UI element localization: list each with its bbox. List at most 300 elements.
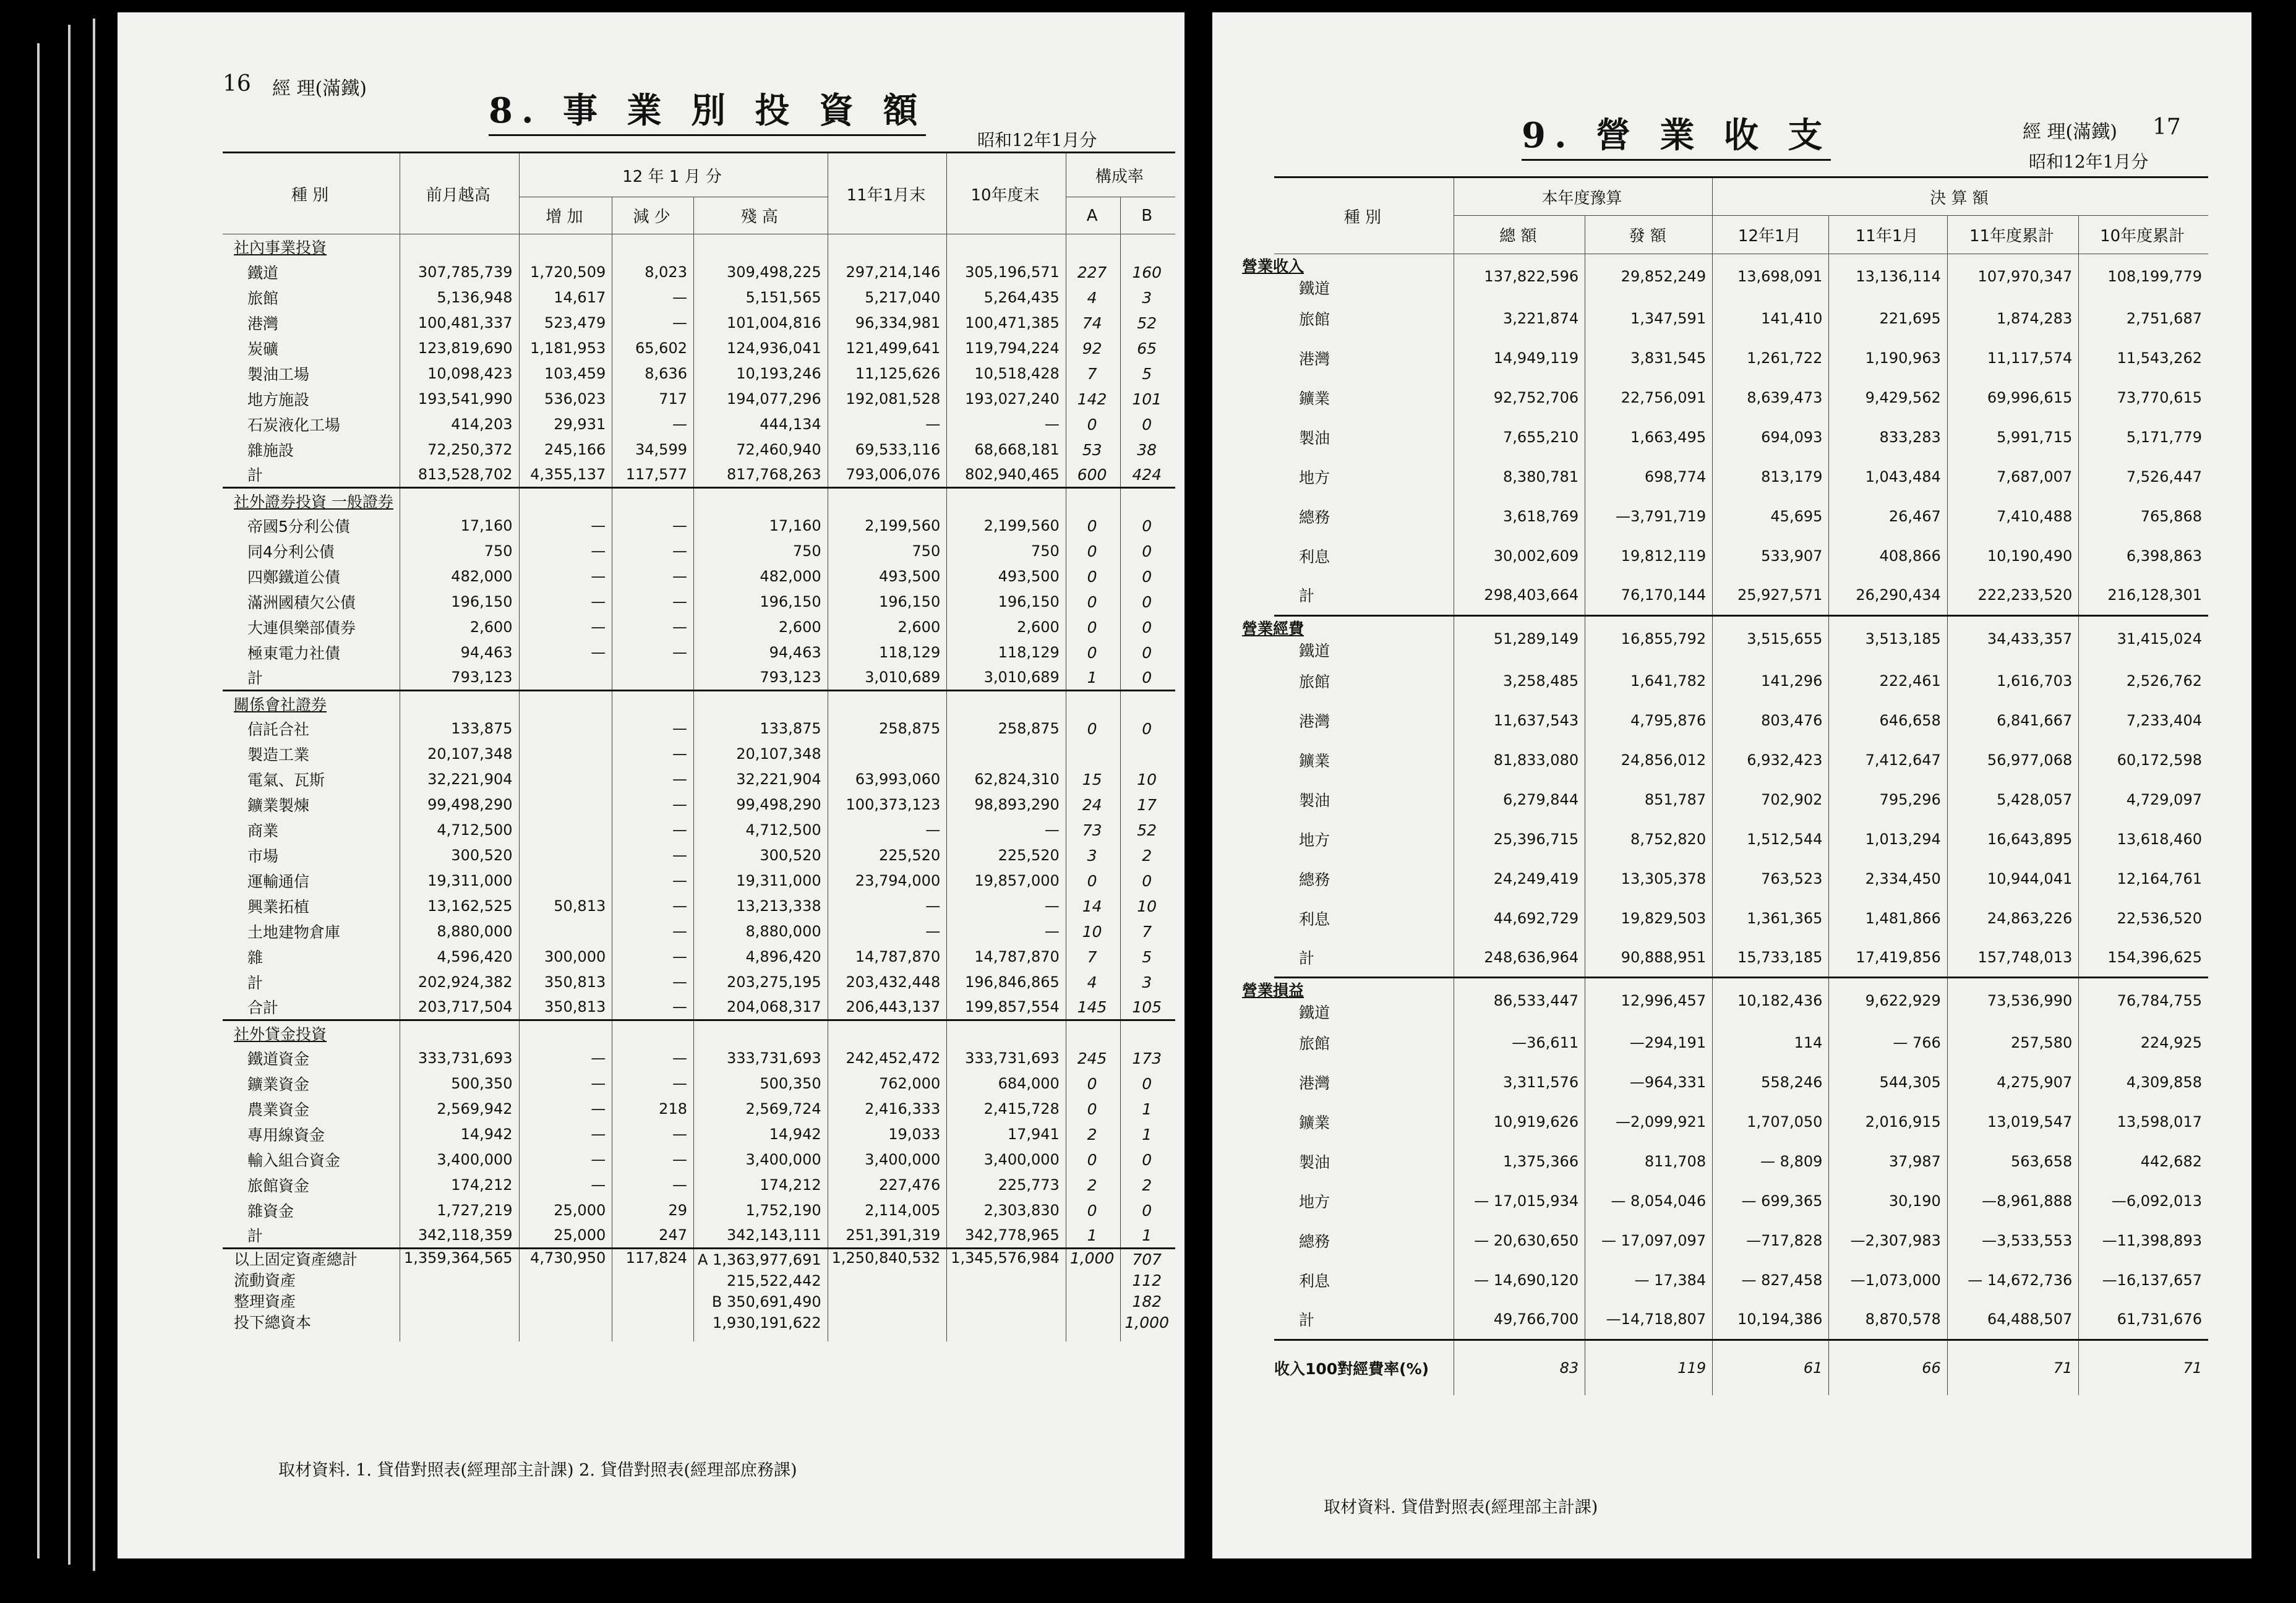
row-label-text: 鑛業 bbox=[1299, 1114, 1330, 1132]
value-cell: 482,000 bbox=[400, 564, 519, 589]
value-cell: 300,000 bbox=[519, 944, 612, 970]
value-cell: 8,636 bbox=[612, 361, 694, 387]
row-label bbox=[1274, 938, 1454, 978]
value-cell: 45,695 bbox=[1713, 497, 1829, 536]
ratio-a: 2 bbox=[1066, 1122, 1121, 1147]
row-label: 計 bbox=[247, 669, 263, 688]
value-cell: —294,191 bbox=[1585, 1023, 1713, 1062]
value-cell: —3,791,719 bbox=[1585, 497, 1713, 536]
ratio-a: 73 bbox=[1066, 818, 1121, 843]
value-cell: 2,199,560 bbox=[947, 513, 1066, 539]
row-label: 電氣、瓦斯 bbox=[247, 771, 325, 789]
table-row bbox=[1274, 576, 2208, 615]
value-cell: 1,616,703 bbox=[1947, 661, 2078, 701]
value-cell: 13,698,091 bbox=[1713, 254, 1829, 299]
ratio-a: 2 bbox=[1066, 1173, 1121, 1198]
value-cell: 8,023 bbox=[612, 260, 694, 285]
table-row bbox=[1274, 1260, 2208, 1300]
ratio-a: 4 bbox=[1066, 285, 1121, 310]
table-row bbox=[1274, 661, 2208, 701]
col-y10: 10年度末 bbox=[947, 153, 1066, 234]
ratio-b: 2 bbox=[1121, 1173, 1175, 1198]
table-row bbox=[223, 818, 1175, 843]
value-cell: 414,203 bbox=[400, 412, 519, 437]
value-cell: 14,942 bbox=[400, 1122, 519, 1147]
value-cell: 60,172,598 bbox=[2079, 740, 2208, 780]
value-cell: 218 bbox=[612, 1096, 694, 1122]
ratio-a: 3 bbox=[1066, 843, 1121, 868]
table-row bbox=[1274, 497, 2208, 536]
value-cell: 14,787,870 bbox=[947, 944, 1066, 970]
row-label bbox=[1274, 1102, 1454, 1142]
value-cell: 297,214,146 bbox=[828, 260, 947, 285]
value-cell: 192,081,528 bbox=[828, 387, 947, 412]
value-cell: 523,479 bbox=[519, 310, 612, 336]
empty-cell bbox=[693, 488, 828, 513]
value-cell: 5,264,435 bbox=[947, 285, 1066, 310]
value-cell: 94,463 bbox=[693, 640, 828, 665]
empty-cell bbox=[400, 1020, 519, 1046]
value-cell: — bbox=[612, 995, 694, 1020]
row-label: 鑛業資金 bbox=[247, 1075, 310, 1093]
value-cell: 4,275,907 bbox=[1947, 1062, 2078, 1102]
row-label-text: 旅館 bbox=[1299, 1035, 1330, 1053]
value-cell: 493,500 bbox=[947, 564, 1066, 589]
value-cell: 100,373,123 bbox=[828, 792, 947, 818]
value-cell: 5,428,057 bbox=[1947, 780, 2078, 819]
empty-cell bbox=[947, 691, 1066, 716]
value-cell: 19,311,000 bbox=[693, 868, 828, 894]
col-b: B bbox=[1121, 197, 1175, 234]
value-cell: 3,221,874 bbox=[1454, 299, 1585, 338]
value-cell: 717 bbox=[612, 387, 694, 412]
ratio-b: 0 bbox=[1121, 1147, 1175, 1173]
value-cell bbox=[519, 818, 612, 843]
value-cell: — bbox=[612, 919, 694, 944]
ratio-b: 424 bbox=[1121, 463, 1175, 488]
value-cell: — bbox=[612, 412, 694, 437]
row-label bbox=[1274, 1062, 1454, 1102]
value-cell: 1,375,366 bbox=[1454, 1142, 1585, 1181]
empty-cell bbox=[1121, 488, 1175, 513]
row-label bbox=[1274, 740, 1454, 780]
row-label-text: 製油 bbox=[1299, 791, 1330, 810]
value-cell: 19,311,000 bbox=[400, 868, 519, 894]
ratio-b: 0 bbox=[1121, 564, 1175, 589]
row-label: 四鄭鐵道公債 bbox=[247, 568, 341, 586]
value-cell: —2,307,983 bbox=[1829, 1221, 1947, 1260]
table-row bbox=[223, 843, 1175, 868]
section-title: 社外證券投資 一般證券 bbox=[234, 492, 393, 511]
value-cell: 245,166 bbox=[519, 437, 612, 463]
row-label bbox=[1274, 457, 1454, 497]
value-cell: 118,129 bbox=[947, 640, 1066, 665]
value-cell: 3,831,545 bbox=[1585, 338, 1713, 378]
value-cell: 3,010,689 bbox=[947, 665, 1066, 691]
value-cell bbox=[519, 868, 612, 894]
value-cell: 536,023 bbox=[519, 387, 612, 412]
value-cell: 81,833,080 bbox=[1454, 740, 1585, 780]
ratio-b bbox=[1121, 1249, 1175, 1341]
value-cell: 174,212 bbox=[400, 1173, 519, 1198]
value-cell: — bbox=[519, 1046, 612, 1071]
table-row bbox=[223, 1071, 1175, 1096]
value-cell: — bbox=[612, 539, 694, 564]
value-cell: 10,190,490 bbox=[1947, 536, 2078, 576]
value-cell: — bbox=[612, 742, 694, 767]
col-m12: 12年1月 bbox=[1713, 216, 1829, 254]
ratio-b: 0 bbox=[1121, 1198, 1175, 1223]
value-cell: 225,520 bbox=[828, 843, 947, 868]
value-cell: 15,733,185 bbox=[1713, 938, 1829, 978]
value-cell: 19,857,000 bbox=[947, 868, 1066, 894]
value-cell: 26,467 bbox=[1829, 497, 1947, 536]
value-cell: 100,471,385 bbox=[947, 310, 1066, 336]
row-label: 專用線資金 bbox=[247, 1126, 325, 1144]
value-cell: — bbox=[947, 919, 1066, 944]
ratio-b: 3 bbox=[1121, 970, 1175, 995]
value-cell: 222,233,520 bbox=[1947, 576, 2078, 615]
empty-cell bbox=[400, 691, 519, 716]
ratio-value: 71 bbox=[2079, 1340, 2208, 1395]
ratio-a: 0 bbox=[1066, 564, 1121, 589]
row-label: 運輸通信 bbox=[247, 873, 310, 891]
value-cell: 8,752,820 bbox=[1585, 819, 1713, 859]
empty-cell bbox=[1066, 1020, 1121, 1046]
ratio-a: 0 bbox=[1066, 868, 1121, 894]
value-cell: 98,893,290 bbox=[947, 792, 1066, 818]
value-cell: — bbox=[519, 1147, 612, 1173]
source-note: 取材資料. 貸借對照表(經理部主計課) bbox=[1324, 1498, 1598, 1517]
row-label-text: 旅館 bbox=[1299, 310, 1330, 328]
row-label: 計 bbox=[247, 466, 263, 485]
value-cell: 500,350 bbox=[693, 1071, 828, 1096]
value-cell: 1,013,294 bbox=[1829, 819, 1947, 859]
value-cell: 37,987 bbox=[1829, 1142, 1947, 1181]
value-cell: 73,770,615 bbox=[2079, 378, 2208, 417]
ratio-b: 5 bbox=[1121, 944, 1175, 970]
table-row bbox=[223, 564, 1175, 589]
value-cell: — 17,015,934 bbox=[1454, 1181, 1585, 1221]
row-label: 鐵道資金 bbox=[247, 1050, 310, 1068]
section-row bbox=[223, 234, 1175, 260]
empty-cell bbox=[1121, 234, 1175, 260]
value-cell: 119,794,224 bbox=[947, 336, 1066, 361]
ratio-b: 5 bbox=[1121, 361, 1175, 387]
row-label: 製油工場 bbox=[247, 365, 310, 383]
value-cell: 750 bbox=[828, 539, 947, 564]
value-cell: 1,190,963 bbox=[1829, 338, 1947, 378]
empty-cell bbox=[828, 1020, 947, 1046]
section-title: 社外貸金投資 bbox=[234, 1025, 327, 1043]
value-cell: 193,027,240 bbox=[947, 387, 1066, 412]
value-cell: 154,396,625 bbox=[2079, 938, 2208, 978]
value-cell: 493,500 bbox=[828, 564, 947, 589]
value-cell: 300,520 bbox=[400, 843, 519, 868]
page-edge bbox=[93, 19, 95, 1571]
page-number: 17 bbox=[2152, 114, 2181, 140]
value-cell: 258,875 bbox=[828, 716, 947, 742]
value-cell: 258,875 bbox=[947, 716, 1066, 742]
row-label bbox=[1274, 1260, 1454, 1300]
row-label bbox=[1274, 536, 1454, 576]
row-label bbox=[1274, 899, 1454, 938]
row-label bbox=[1274, 1181, 1454, 1221]
table-row bbox=[223, 615, 1175, 640]
col-ratio: 構成率 bbox=[1066, 153, 1175, 197]
row-label: 製造工業 bbox=[247, 746, 310, 764]
row-label: 雜 bbox=[247, 949, 263, 967]
value-cell: 811,708 bbox=[1585, 1142, 1713, 1181]
value-cell: 442,682 bbox=[2079, 1142, 2208, 1181]
value-cell: 68,668,181 bbox=[947, 437, 1066, 463]
row-label-text: 總務 bbox=[1299, 508, 1330, 526]
value-cell: 1,641,782 bbox=[1585, 661, 1713, 701]
row-label bbox=[1274, 1300, 1454, 1340]
row-label-text: 計 bbox=[1299, 587, 1315, 605]
value-cell: 196,150 bbox=[828, 589, 947, 615]
value-cell: 333,731,693 bbox=[947, 1046, 1066, 1071]
value-cell: 203,275,195 bbox=[693, 970, 828, 995]
col-prev: 前月越高 bbox=[400, 153, 519, 234]
value-cell: —1,073,000 bbox=[1829, 1260, 1947, 1300]
value-cell: 24,863,226 bbox=[1947, 899, 2078, 938]
value-cell: 29 bbox=[612, 1198, 694, 1223]
value-cell: —2,099,921 bbox=[1585, 1102, 1713, 1142]
ratio-b: 38 bbox=[1121, 437, 1175, 463]
col-bal: 殘 高 bbox=[693, 197, 828, 234]
value-cell: — bbox=[612, 1173, 694, 1198]
value-cell: 114 bbox=[1713, 1023, 1829, 1062]
value-cell: 25,000 bbox=[519, 1198, 612, 1223]
value-cell: —14,718,807 bbox=[1585, 1300, 1713, 1340]
value-cell: 2,569,942 bbox=[400, 1096, 519, 1122]
col-total: 總 額 bbox=[1454, 216, 1585, 254]
value-cell: 107,970,347 bbox=[1947, 254, 2078, 299]
ratio-b: 2 bbox=[1121, 843, 1175, 868]
value-cell: 793,123 bbox=[693, 665, 828, 691]
row-label-text: 港灣 bbox=[1299, 712, 1330, 730]
row-label bbox=[1242, 254, 1454, 299]
date-label: 昭和12年1月分 bbox=[2029, 152, 2149, 172]
value-cell: 4,309,858 bbox=[2079, 1062, 2208, 1102]
value-cell: 225,520 bbox=[947, 843, 1066, 868]
value-cell: 72,250,372 bbox=[400, 437, 519, 463]
value-cell: 4,355,137 bbox=[519, 463, 612, 488]
value-cell: 813,528,702 bbox=[400, 463, 519, 488]
value-cell: 2,526,762 bbox=[2079, 661, 2208, 701]
value-cell: 1,250,840,532 bbox=[828, 1249, 947, 1341]
value-cell bbox=[519, 767, 612, 792]
row-label: 滿洲國積欠公債 bbox=[247, 594, 356, 612]
value-cell: 1,345,576,984 bbox=[947, 1249, 1066, 1341]
value-cell: 5,151,565 bbox=[693, 285, 828, 310]
value-cell: 14,949,119 bbox=[1454, 338, 1585, 378]
value-cell: 2,600 bbox=[400, 615, 519, 640]
value-cell: 10,518,428 bbox=[947, 361, 1066, 387]
ratio-a: 14 bbox=[1066, 894, 1121, 919]
value-cell: — bbox=[612, 868, 694, 894]
value-cell: 698,774 bbox=[1585, 457, 1713, 497]
value-cell: 99,498,290 bbox=[693, 792, 828, 818]
value-cell: 5,991,715 bbox=[1947, 417, 2078, 457]
value-cell: 221,695 bbox=[1829, 299, 1947, 338]
value-cell: 203,717,504 bbox=[400, 995, 519, 1020]
table-row bbox=[1274, 299, 2208, 338]
ratio-b: 0 bbox=[1121, 665, 1175, 691]
value-cell: 2,751,687 bbox=[2079, 299, 2208, 338]
value-cell: 121,499,641 bbox=[828, 336, 947, 361]
value-cell: — bbox=[612, 843, 694, 868]
totals-label: 投下總資本 bbox=[234, 1314, 312, 1332]
row-label bbox=[1242, 978, 1454, 1024]
table-row bbox=[1274, 536, 2208, 576]
value-cell: — bbox=[519, 539, 612, 564]
value-cell: 1,663,495 bbox=[1585, 417, 1713, 457]
value-cell: — bbox=[519, 615, 612, 640]
value-cell: 13,598,017 bbox=[2079, 1102, 2208, 1142]
value-cell: — bbox=[947, 412, 1066, 437]
value-cell: 44,692,729 bbox=[1454, 899, 1585, 938]
value-cell: 803,476 bbox=[1713, 701, 1829, 740]
empty-cell bbox=[1066, 488, 1121, 513]
row-label: 雜施設 bbox=[247, 442, 294, 460]
value-cell: 765,868 bbox=[2079, 497, 2208, 536]
value-cell: 1,707,050 bbox=[1713, 1102, 1829, 1142]
value-cell: 247 bbox=[612, 1223, 694, 1249]
value-cell: 2,114,005 bbox=[828, 1198, 947, 1223]
value-cell: 23,794,000 bbox=[828, 868, 947, 894]
table-row bbox=[1274, 740, 2208, 780]
totals-row bbox=[223, 1249, 1175, 1341]
row-label-text: 鐵道 bbox=[1299, 280, 1330, 297]
row-label: 地方施設 bbox=[247, 391, 310, 409]
value-cell: — bbox=[519, 1096, 612, 1122]
table-row bbox=[1274, 978, 2208, 1024]
value-cell: 7,412,647 bbox=[1829, 740, 1947, 780]
table-row bbox=[223, 1147, 1175, 1173]
value-cell: 298,403,664 bbox=[1454, 576, 1585, 615]
row-label-text: 港灣 bbox=[1299, 1074, 1330, 1092]
value-cell: 694,093 bbox=[1713, 417, 1829, 457]
totals-labels bbox=[223, 1249, 400, 1341]
value-cell: 408,866 bbox=[1829, 536, 1947, 576]
ratio-a: 245 bbox=[1066, 1046, 1121, 1071]
section-title: 社內事業投資 bbox=[234, 239, 327, 257]
page-edge bbox=[68, 25, 71, 1565]
table-row bbox=[223, 665, 1175, 691]
row-label: 鐵道 bbox=[247, 264, 279, 282]
value-cell: 350,813 bbox=[519, 970, 612, 995]
row-label: 農業資金 bbox=[247, 1101, 310, 1119]
value-cell: 257,580 bbox=[1947, 1023, 2078, 1062]
value-cell: 7,655,210 bbox=[1454, 417, 1585, 457]
value-cell: 1,512,544 bbox=[1713, 819, 1829, 859]
value-cell: 73,536,990 bbox=[1947, 978, 2078, 1024]
empty-cell bbox=[828, 691, 947, 716]
value-cell: 4,712,500 bbox=[693, 818, 828, 843]
balance-value: 215,522,442 bbox=[726, 1272, 821, 1289]
value-cell: 196,846,865 bbox=[947, 970, 1066, 995]
value-cell: — bbox=[519, 1173, 612, 1198]
totals-label: 流動資產 bbox=[234, 1272, 296, 1289]
value-cell: 750 bbox=[693, 539, 828, 564]
section-title: 關係會社證券 bbox=[234, 695, 327, 714]
value-cell: 3,513,185 bbox=[1829, 615, 1947, 661]
table-row bbox=[223, 1223, 1175, 1249]
value-cell: 133,875 bbox=[693, 716, 828, 742]
value-cell: 8,870,578 bbox=[1829, 1300, 1947, 1340]
row-label: 計 bbox=[247, 1227, 263, 1246]
value-cell: 133,875 bbox=[400, 716, 519, 742]
value-cell: 563,658 bbox=[1947, 1142, 2078, 1181]
value-cell: — 14,690,120 bbox=[1454, 1260, 1585, 1300]
value-cell: 61,731,676 bbox=[2079, 1300, 2208, 1340]
value-cell: 69,996,615 bbox=[1947, 378, 2078, 417]
value-cell: 2,334,450 bbox=[1829, 859, 1947, 899]
ratio-value: 1,000 bbox=[1124, 1314, 1169, 1332]
value-cell: 174,212 bbox=[693, 1173, 828, 1198]
table-row bbox=[223, 970, 1175, 995]
value-cell: 10,919,626 bbox=[1454, 1102, 1585, 1142]
table-row bbox=[1274, 1023, 2208, 1062]
value-cell: 500,350 bbox=[400, 1071, 519, 1096]
ratio-a: 0 bbox=[1066, 716, 1121, 742]
value-cell: 3,400,000 bbox=[947, 1147, 1066, 1173]
value-cell: 63,993,060 bbox=[828, 767, 947, 792]
value-cell: — bbox=[612, 1071, 694, 1096]
page-title: 8. 事 業 別 投 資 額 bbox=[489, 83, 926, 136]
empty-cell bbox=[947, 1020, 1066, 1046]
ratio-b: 0 bbox=[1121, 589, 1175, 615]
ratio-b: 0 bbox=[1121, 716, 1175, 742]
value-cell: 196,150 bbox=[400, 589, 519, 615]
row-label bbox=[1274, 378, 1454, 417]
row-label: 市場 bbox=[247, 847, 279, 865]
row-label bbox=[1274, 1023, 1454, 1062]
value-cell: 482,000 bbox=[693, 564, 828, 589]
value-cell: 76,170,144 bbox=[1585, 576, 1713, 615]
value-cell: 5,217,040 bbox=[828, 285, 947, 310]
col-alloc: 發 額 bbox=[1585, 216, 1713, 254]
value-cell: 12,164,761 bbox=[2079, 859, 2208, 899]
ratio-a: 0 bbox=[1066, 1147, 1121, 1173]
value-cell: 225,773 bbox=[947, 1173, 1066, 1198]
table-row bbox=[1274, 859, 2208, 899]
value-cell: 2,569,724 bbox=[693, 1096, 828, 1122]
value-cell: — 17,097,097 bbox=[1585, 1221, 1713, 1260]
row-label-text: 利息 bbox=[1299, 548, 1330, 566]
value-cell: — bbox=[828, 818, 947, 843]
ratio-value: 83 bbox=[1454, 1340, 1585, 1395]
value-cell: 802,940,465 bbox=[947, 463, 1066, 488]
table-row bbox=[1274, 417, 2208, 457]
value-cell: 350,813 bbox=[519, 995, 612, 1020]
value-cell: — bbox=[612, 285, 694, 310]
value-cell: 24,856,012 bbox=[1585, 740, 1713, 780]
value-cell: 750 bbox=[947, 539, 1066, 564]
ratio-a bbox=[1066, 742, 1121, 767]
value-cell: — bbox=[519, 513, 612, 539]
row-label-text: 計 bbox=[1299, 1311, 1315, 1330]
value-cell: 793,006,076 bbox=[828, 463, 947, 488]
book-gutter bbox=[1184, 0, 1215, 1603]
value-cell: 203,432,448 bbox=[828, 970, 947, 995]
row-label: 雜資金 bbox=[247, 1202, 294, 1220]
value-cell: 533,907 bbox=[1713, 536, 1829, 576]
value-cell: 196,150 bbox=[947, 589, 1066, 615]
value-cell: — bbox=[612, 767, 694, 792]
